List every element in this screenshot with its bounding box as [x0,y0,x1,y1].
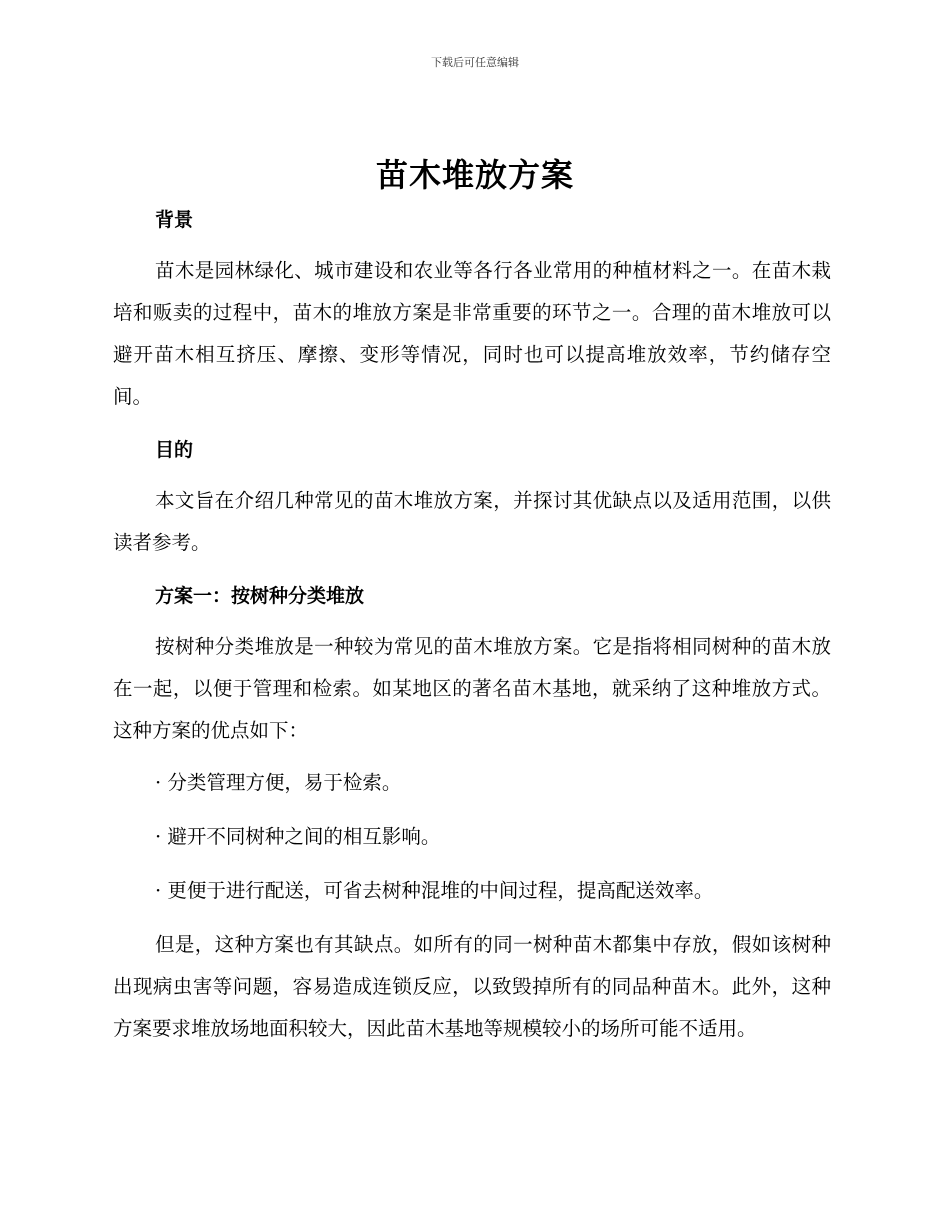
document-body [113,198,831,1060]
document-title: 苗木堆放方案 [375,156,574,194]
page-header-note: 下载后可任意编辑 [431,56,519,69]
purpose-paragraph: 本文旨在介绍几种常见的苗木堆放方案，并探讨其优缺点以及适用范围，以供读者参考。 [113,489,831,554]
plan1-intro-paragraph: 按树种分类堆放是一种较为常见的苗木堆放方案。它是指将相同树种的苗木放在一起，以便于管理和检索。如某地区的著名苗木基地，就采纳了这种堆放方式。这种方案的优点如下： [113,635,831,742]
advantage-item: · 更便于进行配送，可省去树种混堆的中间过程，提高配送效率。 [155,879,714,902]
section-heading-purpose: 目的 [155,439,194,461]
section-heading-background: 背景 [155,209,194,231]
advantage-item: · 避开不同树种之间的相互影响。 [155,825,441,848]
advantage-item: · 分类管理方便，易于检索。 [155,771,402,794]
plan1-drawbacks-paragraph: 但是，这种方案也有其缺点。如所有的同一树种苗木都集中存放，假如该树种出现病虫害等问题，容易造成连锁反应，以致毁掉所有的同品种苗木。此外，这种方案要求堆放场地面积较大，因此苗木基地等规模较小的场所可能不适用。 [113,933,831,1040]
section-heading-plan1: 方案一：按树种分类堆放 [155,585,365,607]
background-paragraph: 苗木是园林绿化、城市建设和农业等各行各业常用的种植材料之一。在苗木栽培和贩卖的过程中，苗木的堆放方案是非常重要的环节之一。合理的苗木堆放可以避开苗木相互挤压、摩擦、变形等情况，同时也可以提高堆放效率，节约储存空间。 [113,259,831,408]
